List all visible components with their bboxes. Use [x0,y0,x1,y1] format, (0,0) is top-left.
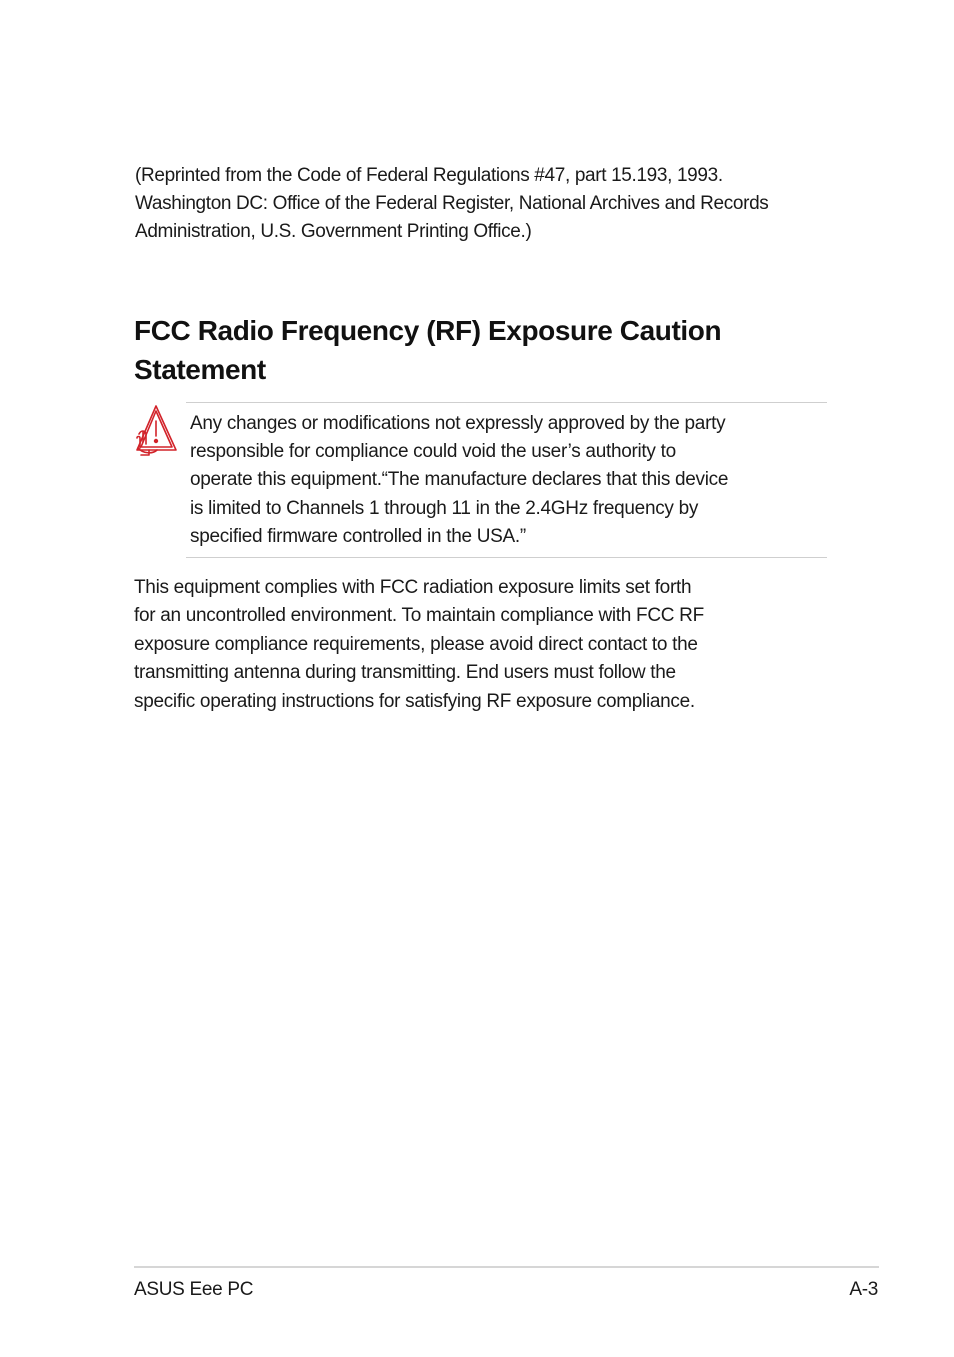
reprint-line: (Reprinted from the Code of Federal Regulations #47, part 15.193, 1993. [135,165,723,186]
body-line: transmitting antenna during transmitting. End users must follow the [134,662,676,684]
body-line: This equipment complies with FCC radiation exposure limits set forth [134,577,692,598]
caution-line: responsible for compliance could void the user’s authority to [190,441,676,463]
body-paragraph [134,574,834,716]
reprint-line: Washington DC: Office of the Federal Register, National Archives and Records [135,193,769,214]
body-line: for an uncontrolled environment. To maintain compliance with FCC RF [134,605,704,627]
footer-divider [134,1266,879,1268]
caution-box [186,402,827,558]
section-title-line: FCC Radio Frequency (RF) Exposure Caution [134,315,722,346]
body-line: exposure compliance requirements, please avoid direct contact to the [134,633,698,655]
caution-line: is limited to Channels 1 through 11 in the 2.4GHz frequency by [190,497,699,519]
reprint-line: Administration, U.S. Government Printing Office.) [135,221,532,242]
caution-text [190,410,826,551]
section-title [134,311,824,389]
body-line: specific operating instructions for satisfying RF exposure compliance. [134,690,695,712]
section-title-line: Statement [134,354,266,385]
caution-line: Any changes or modifications not expressly approved by the party [190,413,726,434]
caution-line: operate this equipment.“The manufacture declares that this device [190,469,729,491]
caution-line: specified firmware controlled in the USA.” [190,525,526,547]
reprint-note [135,162,835,246]
warning-hand-icon [135,404,179,456]
footer-product-name: ASUS Eee PC [134,1279,254,1300]
footer-page-number: A-3 [849,1279,878,1300]
